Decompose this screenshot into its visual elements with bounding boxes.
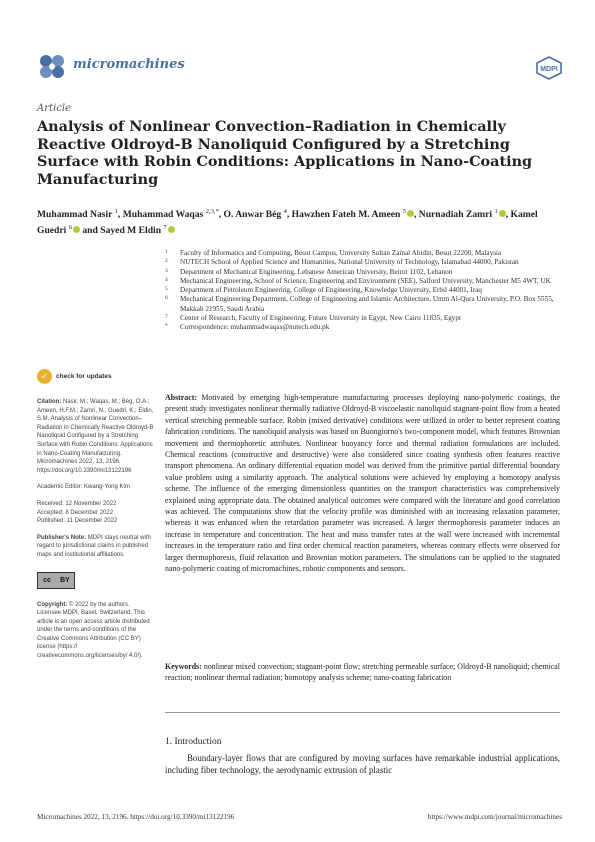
keywords-label: Keywords: xyxy=(165,662,202,671)
publisher-note-text: MDPI stays neutral with regard to jurisdictional claims in published maps and institutional affiliations. xyxy=(37,534,151,558)
check-updates-icon: ✓ xyxy=(37,369,52,384)
copyright-text: © 2022 by the authors. Licensee MDPI, Basel, Switzerland. This article is an open access article distributed under the terms and conditions of the Creative Commons Attribution (CC BY) license (https:// creativecommons.org/licenses/by/ 4.0/). xyxy=(37,601,150,660)
footer-journal-url[interactable]: https://www.mdpi.com/journal/micromachines xyxy=(427,813,562,821)
citation-text: Nasir, M.; Waqas, M.; Bég, O.A.; Ameen, H.F.M.; Zamri, N.; Guedri, K.; Eldin, S.M. Analysis of Nonlinear Convection–Radiation in Chemically Reactive Oldroyd-B Nanoliquid Configured by a Stretching Surface with Robin Conditions: Applications in Nano-Coating Manufacturing. Micromachines 2022, 13, 2196. https://doi.org/10.3390/mi13122196 xyxy=(37,399,154,474)
affiliation-number: 3 xyxy=(165,267,168,274)
publisher-note-label: Publisher's Note: xyxy=(37,534,87,541)
affiliation-item xyxy=(165,249,565,258)
cc-by-license-icon[interactable] xyxy=(37,572,75,589)
author-separator: and xyxy=(79,225,101,237)
journal-header xyxy=(37,50,562,80)
author-name: Nurnadiah Zamri xyxy=(418,209,493,221)
affiliation-number: * xyxy=(165,323,168,330)
abstract-label: Abstract: xyxy=(165,393,197,402)
author-name: Hawzhen Fateh M. Ameen xyxy=(291,209,401,221)
author-affiliation-mark: 2,3,* xyxy=(205,208,219,215)
cc-badge-left: cc xyxy=(43,576,51,584)
author-affiliation-mark: 1 xyxy=(494,208,498,215)
author-name: Muhammad Waqas xyxy=(122,209,204,221)
accepted-date: Accepted: 8 December 2022 xyxy=(37,509,114,516)
affiliation-item xyxy=(165,268,565,277)
section-divider xyxy=(165,712,560,713)
author-separator: , xyxy=(413,209,419,221)
affiliation-number: 5 xyxy=(165,286,168,293)
author-name: O. Anwar Bég xyxy=(223,209,282,221)
keywords-text: nonlinear mixed convection; stagnant-point flow; stretching permeable surface; Oldroyd-B nanoliquid; chemical reaction; nonlinear thermal radiation; homotopy analysis scheme; nano-coating fabrication xyxy=(165,662,560,683)
affiliation-text: Mechanical Engineering, School of Science, Engineering and Environment (SEE), Salford University, Manchester M5 4WT, UK xyxy=(180,276,551,285)
affiliation-item xyxy=(165,277,565,286)
article-sidebar xyxy=(37,366,155,669)
section-heading-introduction: 1. Introduction xyxy=(165,737,222,747)
author-name: Muhammad Nasir xyxy=(37,209,113,221)
copyright-block xyxy=(37,601,155,661)
citation-label: Citation: xyxy=(37,399,62,405)
orcid-icon[interactable] xyxy=(499,210,506,217)
affiliation-item xyxy=(165,286,565,295)
affiliation-item xyxy=(165,323,565,332)
author[interactable] xyxy=(37,209,118,220)
footer-citation[interactable]: Micromachines 2022, 13, 2196. https://doi.org/10.3390/mi13122196 xyxy=(37,813,235,821)
author[interactable] xyxy=(123,209,219,220)
author[interactable] xyxy=(224,209,287,220)
author[interactable] xyxy=(292,209,414,220)
author-separator: , xyxy=(286,209,292,221)
article-type: Article xyxy=(37,103,71,114)
paper-title: Analysis of Nonlinear Convection–Radiation in Chemically Reactive Oldroyd-B Nanoliquid Configured by a Stretching Surface with Robin Conditions: Applications in Nano-Coating Manufacturing xyxy=(37,118,533,188)
check-updates-label: check for updates xyxy=(56,372,112,380)
keywords xyxy=(165,661,560,684)
introduction-text: Boundary-layer flows that are configured by moving surfaces have remarkable industrial applications, including fiber technology, the aerodynamic extrusion of plastic xyxy=(165,753,560,776)
journal-name[interactable]: micromachines xyxy=(73,57,185,72)
affiliation-number: 6 xyxy=(165,295,168,302)
affiliation-text: Department of Petroleum Engineering, College of Engineering, Knowledge University, Erbil 44001, Iraq xyxy=(180,286,482,295)
orcid-icon[interactable] xyxy=(73,226,80,233)
orcid-icon[interactable] xyxy=(407,210,414,217)
affiliation-number: 4 xyxy=(165,276,168,283)
affiliation-text: Mechanical Engineering Department, College of Engineering and Islamic Architecture, Umm Al-Qura University, P.O. Box 5555, Makkah 21955, Saudi Arabia xyxy=(180,295,554,313)
author-affiliation-mark: 1 xyxy=(114,208,118,215)
author-list xyxy=(37,205,562,237)
abstract-text: Motivated by emerging high-temperature manufacturing processes deploying nano-polymeric coatings, the present study investigates nonlinear thermally radiative Oldroyd-B viscoelastic nanoliquid stagnant-point flow from a heated vertical stretching permeable surface. Robin (mixed derivative) conditions were utilized in order to better represent coating fabrication conditions. The nanoliquid analysis was based on Buongiorno's two-component model, which features Brownian movement and thermophoretic attributes. Nonlinear buoyancy force and thermal radiation formulations are included. Chemical reactions (constructive and destructive) were also considered since coating synthesis often features reactive transport phenomena. An ordinary differential equation model was derived from the primitive partial differential boundary value problem using a similarity approach. The analytical solutions were achieved by employing a homotopy analysis scheme. The influence of the emerging dimensionless quantities on the transport characteristics was comprehensively explained using appropriate data. The obtained analytical outcomes were compared with the literature and good correlation was achieved. The computations show that the velocity profile was diminished with an increasing relaxation parameter, whereas it was enhanced when the retardation parameter was increased. A larger thermophoresis parameter induces an increase in temperature and concentration. The heat and mass transfer rates at the wall were increased with incremental increases in the temperature ratio and first order chemical reaction parameters, whereas contrary effects were observed for larger thermophoresis, fluid relaxation and Brownian motion parameters. The simulations can be applied to the stagnated nano-polymeric coating of micromachines, robotic components and sensors. xyxy=(165,393,560,574)
author-name: Kamel Guedri xyxy=(37,209,538,237)
author-affiliation-mark: 6 xyxy=(68,224,72,232)
affiliation-number: 7 xyxy=(165,314,168,321)
affiliation-text: NUTECH School of Applied Science and Humanities, National University of Technology, Islamabad 44000, Pakistan xyxy=(180,258,519,267)
author-affiliation-mark: 4 xyxy=(283,208,287,215)
author-separator: , xyxy=(505,209,511,221)
received-date: Received: 12 November 2022 xyxy=(37,500,117,507)
affiliation-number: 2 xyxy=(165,258,168,265)
author[interactable] xyxy=(100,225,174,236)
academic-editor: Academic Editor: Kwang-Yong Kim xyxy=(37,484,130,491)
affiliation-text: Faculty of Informatics and Computing, Besut Campus, University Sultan Zainal Abidin, Besut 22200, Malaysia xyxy=(180,249,502,257)
abstract xyxy=(165,392,560,575)
affiliation-item xyxy=(165,314,565,323)
author-name: Sayed M Eldin xyxy=(100,225,162,237)
author[interactable] xyxy=(419,209,506,220)
author-affiliation-mark: 5 xyxy=(402,208,406,215)
affiliation-text: Center of Research, Faculty of Engineering, Future University in Egypt, New Cairo 11835, Egypt xyxy=(180,314,461,323)
affiliation-item xyxy=(165,258,565,267)
micromachines-logo-icon xyxy=(37,52,67,80)
copyright-label: Copyright: xyxy=(37,601,68,608)
citation-block xyxy=(37,398,155,475)
author-separator: , xyxy=(117,209,123,221)
affiliation-text: Correspondence: muhammadwaqas@nutech.edu.pk xyxy=(180,323,330,332)
published-date: Published: 11 December 2022 xyxy=(37,518,118,525)
cc-badge-right: BY xyxy=(60,576,70,584)
author-affiliation-mark: 7 xyxy=(163,224,167,232)
orcid-icon[interactable] xyxy=(168,226,175,233)
affiliation-number: 1 xyxy=(165,249,168,255)
check-for-updates-badge[interactable] xyxy=(37,366,155,386)
affiliation-item xyxy=(165,295,565,314)
mdpi-logo-text: MDPI xyxy=(540,66,558,73)
mdpi-logo-icon[interactable] xyxy=(536,56,562,80)
publisher-note xyxy=(37,534,155,560)
author-separator: , xyxy=(218,209,224,221)
affiliation-text: Department of Mechanical Engineering, Lebanese American University, Beirut 1102, Lebanon xyxy=(180,267,453,276)
affiliation-list xyxy=(165,249,565,333)
